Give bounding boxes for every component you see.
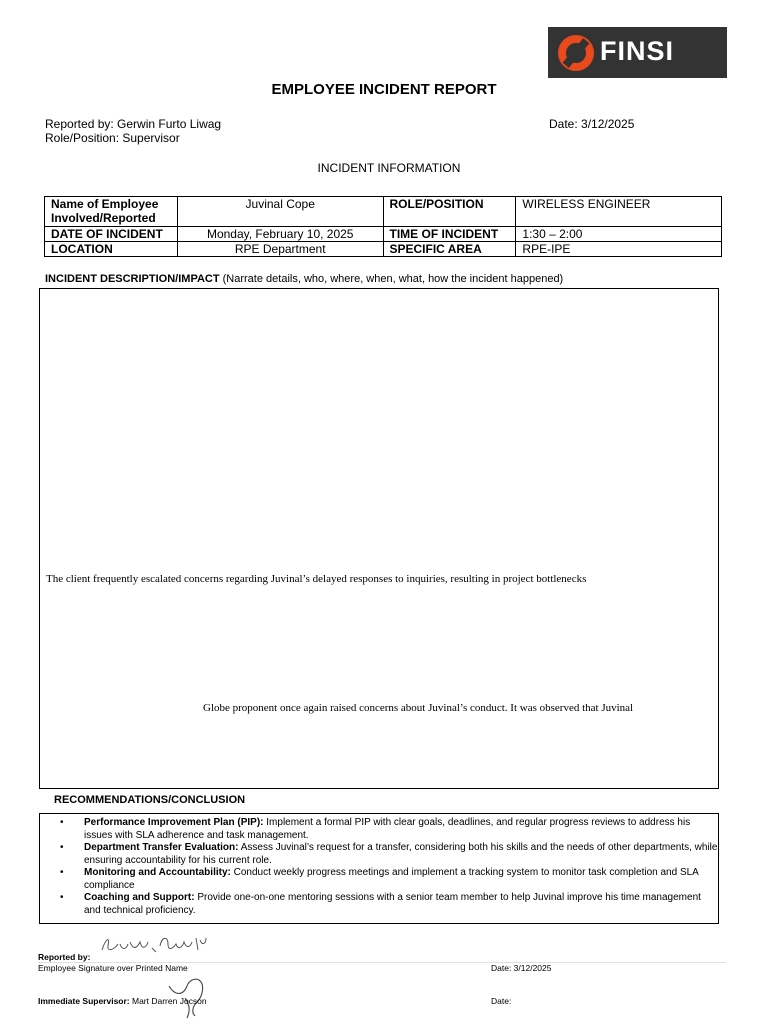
location-value: RPE Department: [177, 242, 383, 257]
recommendation-title: Coaching and Support:: [84, 892, 195, 903]
incident-date-value: Monday, February 10, 2025: [177, 227, 383, 242]
bullet: •: [60, 892, 64, 903]
role-label: ROLE/POSITION: [383, 197, 516, 227]
recommendation-item: [40, 892, 718, 917]
recommendations-heading: RECOMMENDATIONS/CONCLUSION: [54, 794, 246, 806]
supervisor-line: [38, 996, 207, 1006]
recommendation-item: [40, 867, 718, 892]
reporter-signature: [98, 932, 210, 958]
description-line-1: The client frequently escalated concerns regarding Juvinal’s delayed responses to inquiries, resulting in project bottlenecks: [46, 573, 587, 585]
recommendation-title: Monitoring and Accountability:: [84, 867, 231, 878]
report-date: Date: 3/12/2025: [549, 117, 635, 131]
recommendation-text: Implement a formal PIP with clear goals, deadlines, and regular progress reviews to address his issues with SLA adherence and task management.: [84, 817, 691, 841]
company-logo: [548, 27, 727, 78]
signature-date-2: Date:: [491, 996, 512, 1006]
bullet: •: [60, 817, 64, 828]
description-label-bold: INCIDENT DESCRIPTION/IMPACT: [45, 273, 220, 285]
incident-time-label: TIME OF INCIDENT: [383, 227, 516, 242]
specific-area-value: RPE-IPE: [516, 242, 722, 257]
bullet: •: [60, 867, 64, 878]
recommendation-text: Conduct weekly progress meetings and implement a tracking system to monitor task completion and SLA compliance: [84, 867, 699, 891]
signature-date-1: Date: 3/12/2025: [491, 963, 552, 973]
role-line: Role/Position: Supervisor: [45, 131, 180, 145]
supervisor-name: Mart Darren Jocson: [129, 996, 207, 1006]
recommendation-title: Performance Improvement Plan (PIP):: [84, 817, 264, 828]
bullet: •: [60, 842, 64, 853]
description-line-2: Globe proponent once again raised concerns about Juvinal’s conduct. It was observed that Juvinal: [203, 702, 634, 714]
employee-signature-caption: Employee Signature over Printed Name: [38, 963, 188, 973]
incident-time-value: 1:30 – 2:00: [516, 227, 722, 242]
supervisor-label: Immediate Supervisor:: [38, 996, 130, 1006]
recommendation-text: Assess Juvinal’s request for a transfer, considering both his skills and the needs of other departments, while ensuring accountability for his current role.: [84, 842, 718, 866]
specific-area-label: SPECIFIC AREA: [383, 242, 516, 257]
role-value: WIRELESS ENGINEER: [516, 197, 722, 227]
logo-mark-icon: [558, 35, 594, 71]
page-title: EMPLOYEE INCIDENT REPORT: [271, 81, 497, 98]
recommendation-item: [40, 842, 718, 867]
description-label-note: (Narrate details, who, where, when, what, how the incident happened): [219, 273, 564, 285]
recommendation-item: [40, 817, 718, 842]
incident-date-label: DATE OF INCIDENT: [45, 227, 178, 242]
recommendation-text: Provide one-on-one mentoring sessions with a senior team member to help Juvinal improve his time management and technical proficiency.: [84, 892, 701, 916]
location-label: LOCATION: [45, 242, 178, 257]
employee-name-value: Juvinal Cope: [177, 197, 383, 227]
recommendations-list: [40, 814, 718, 917]
incident-description-box: [39, 288, 719, 789]
recommendation-title: Department Transfer Evaluation:: [84, 842, 239, 853]
description-label: [45, 273, 563, 285]
section-heading: INCIDENT INFORMATION: [317, 161, 461, 175]
reported-by-line: Reported by: Gerwin Furto Liwag: [45, 117, 222, 131]
incident-info-table: [44, 196, 722, 257]
recommendations-box: [39, 813, 719, 924]
logo-text: FINSI: [600, 36, 675, 66]
reported-by-label: Reported by:: [38, 952, 91, 962]
employee-name-label: Name of Employee Involved/Reported: [45, 197, 178, 227]
